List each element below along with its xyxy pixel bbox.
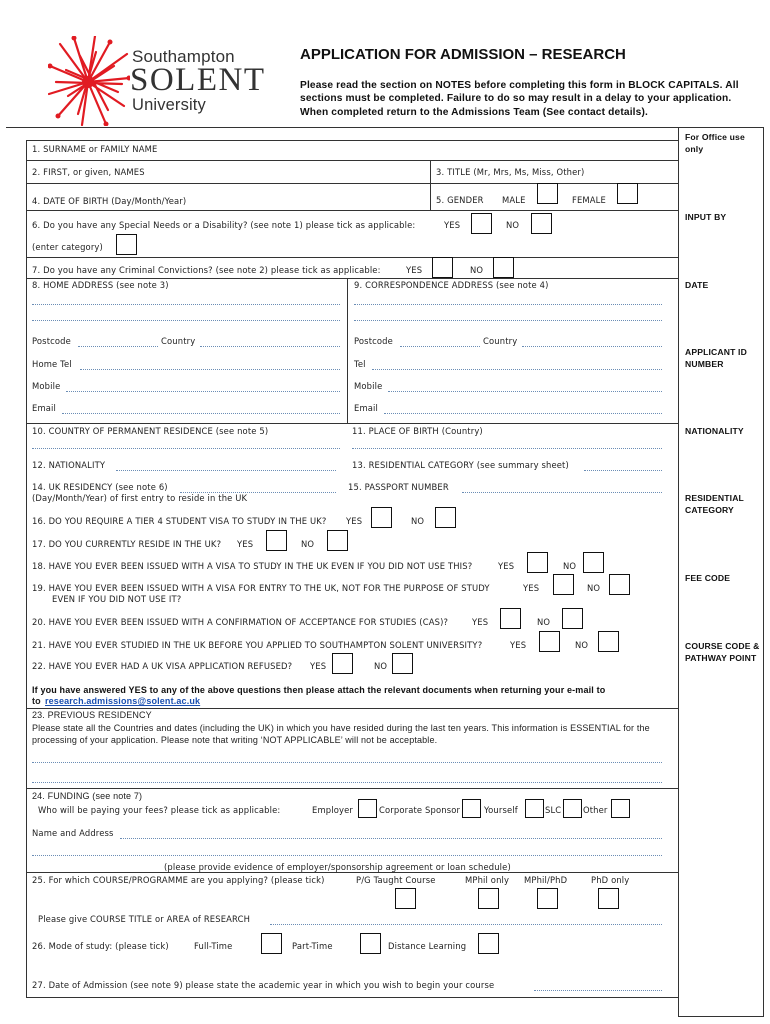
- q7-yes-label: YES: [406, 265, 423, 275]
- gender-female-label: FEMALE: [572, 195, 606, 205]
- q20-no-label: NO: [537, 617, 551, 627]
- q4-label: 4. DATE OF BIRTH (Day/Month/Year): [32, 196, 187, 206]
- corr-postcode-input[interactable]: [400, 346, 480, 347]
- q11-input[interactable]: [352, 448, 662, 449]
- full-time-label: Full-Time: [194, 941, 233, 951]
- mphil-label: MPhil only: [465, 875, 510, 885]
- q19-no-label: NO: [587, 583, 601, 593]
- q5-label: 5. GENDER: [436, 195, 484, 205]
- evidence-note: (please provide evidence of employer/sponsorship agreement or loan schedule): [164, 862, 511, 872]
- q20-no-checkbox[interactable]: [562, 608, 583, 629]
- q6-no-label: NO: [506, 220, 520, 230]
- q11-label: 11. PLACE OF BIRTH (Country): [352, 426, 483, 436]
- q21-yes-label: YES: [510, 640, 527, 650]
- q13-input[interactable]: [584, 470, 662, 471]
- q19-yes-label: YES: [523, 583, 540, 593]
- full-time-checkbox[interactable]: [261, 933, 282, 954]
- q14-label: 14. UK RESIDENCY (see note 6): [32, 482, 168, 492]
- q24-question: Who will be paying your fees? please tick as applicable:: [38, 805, 281, 815]
- mphil-checkbox[interactable]: [478, 888, 499, 909]
- distance-learning-checkbox[interactable]: [478, 933, 499, 954]
- office-date: DATE: [685, 280, 709, 290]
- office-nationality: NATIONALITY: [685, 426, 744, 436]
- documents-notice: If you have answered YES to any of the above questions then please attach the relevant documents when returning your e-mail to: [32, 685, 606, 695]
- enter-category-label: (enter category): [32, 242, 103, 252]
- home-address-line-2[interactable]: [32, 320, 340, 321]
- slc-checkbox[interactable]: [563, 799, 582, 818]
- q21-no-checkbox[interactable]: [598, 631, 619, 652]
- q20-yes-label: YES: [472, 617, 489, 627]
- to-word: to: [32, 696, 41, 706]
- q27-input[interactable]: [534, 990, 662, 991]
- q10-input[interactable]: [32, 448, 340, 449]
- q27-label: 27. Date of Admission (see note 9) please state the academic year in which you wish to begin your course: [32, 980, 495, 990]
- gender-female-checkbox[interactable]: [617, 183, 638, 204]
- q6-yes-label: YES: [444, 220, 461, 230]
- corr-country-label: Country: [483, 336, 518, 346]
- q21-yes-checkbox[interactable]: [539, 631, 560, 652]
- yourself-label: Yourself: [484, 805, 518, 815]
- q8-label: 8. HOME ADDRESS (see note 3): [32, 280, 169, 290]
- q6-category-box[interactable]: [116, 234, 137, 255]
- q7-label: 7. Do you have any Criminal Convictions? (see note 2) please tick as applicable:: [32, 265, 381, 275]
- q7-yes-checkbox[interactable]: [432, 257, 453, 278]
- q18-no-checkbox[interactable]: [583, 552, 604, 573]
- q6-label: 6. Do you have any Special Needs or a Disability? (see note 1) please tick as applicable:: [32, 220, 416, 230]
- q10-label: 10. COUNTRY OF PERMANENT RESIDENCE (see note 5): [32, 426, 269, 436]
- other-checkbox[interactable]: [611, 799, 630, 818]
- home-email-label: Email: [32, 403, 56, 413]
- home-mobile-label: Mobile: [32, 381, 61, 391]
- name-address-input-2[interactable]: [32, 855, 662, 856]
- q18-yes-checkbox[interactable]: [527, 552, 548, 573]
- uni-name-line2: SOLENT: [130, 62, 266, 98]
- q7-no-label: NO: [470, 265, 484, 275]
- office-applicant-id: APPLICANT ID NUMBER: [685, 347, 747, 369]
- corr-tel-label: Tel: [354, 359, 366, 369]
- home-tel-input[interactable]: [80, 369, 340, 370]
- part-time-label: Part-Time: [292, 941, 333, 951]
- corr-tel-input[interactable]: [372, 369, 662, 370]
- gender-male-checkbox[interactable]: [537, 183, 558, 204]
- name-address-input-1[interactable]: [120, 838, 662, 839]
- q20-yes-checkbox[interactable]: [500, 608, 521, 629]
- home-postcode-input[interactable]: [78, 346, 158, 347]
- phd-label: PhD only: [591, 875, 630, 885]
- pg-taught-label: P/G Taught Course: [356, 875, 436, 885]
- mphil-phd-label: MPhil/PhD: [524, 875, 568, 885]
- q18-label: 18. HAVE YOU EVER BEEN ISSUED WITH A VISA TO STUDY IN THE UK EVEN IF YOU DID NOT USE THIS?: [32, 561, 473, 571]
- q1-label: 1. SURNAME or FAMILY NAME: [32, 144, 158, 154]
- part-time-checkbox[interactable]: [360, 933, 381, 954]
- q16-yes-checkbox[interactable]: [371, 507, 392, 528]
- slc-label: SLC: [545, 805, 562, 815]
- corp-sponsor-checkbox[interactable]: [462, 799, 481, 818]
- q16-no-checkbox[interactable]: [435, 507, 456, 528]
- phd-checkbox[interactable]: [598, 888, 619, 909]
- home-address-line-1[interactable]: [32, 304, 340, 305]
- q22-label: 22. HAVE YOU EVER HAD A UK VISA APPLICATION REFUSED?: [32, 661, 293, 671]
- q12-label: 12. NATIONALITY: [32, 460, 106, 470]
- employer-checkbox[interactable]: [358, 799, 377, 818]
- office-residential-category: RESIDENTIAL CATEGORY: [685, 493, 744, 515]
- q19-no-checkbox[interactable]: [609, 574, 630, 595]
- q19-label: 19. HAVE YOU EVER BEEN ISSUED WITH A VISA FOR ENTRY TO THE UK, NOT FOR THE PURPOSE OF STUDY: [32, 583, 490, 593]
- office-fee-code: FEE CODE: [685, 573, 731, 583]
- q24-label: 24. FUNDING (see note 7): [32, 791, 143, 801]
- intro-text: Please read the section on NOTES before completing this form in BLOCK CAPITALS. All sections must be completed. Failure to do so may result in a delay to your application. When completed return to the Admissions Team (See contact details).: [300, 80, 739, 118]
- q16-label: 16. DO YOU REQUIRE A TIER 4 STUDENT VISA TO STUDY IN THE UK?: [32, 516, 327, 526]
- pg-taught-checkbox[interactable]: [395, 888, 416, 909]
- q23-line-1[interactable]: [32, 762, 662, 763]
- office-input-by: INPUT BY: [685, 212, 727, 222]
- q14-sublabel: (Day/Month/Year) of first entry to reside in the UK: [32, 493, 248, 503]
- q7-no-checkbox[interactable]: [493, 257, 514, 278]
- uni-name-line1: Southampton: [132, 47, 235, 66]
- q25-label: 25. For which COURSE/PROGRAMME are you applying? (please tick): [32, 875, 325, 885]
- corr-email-input[interactable]: [384, 413, 662, 414]
- q6-yes-checkbox[interactable]: [471, 213, 492, 234]
- home-country-input[interactable]: [200, 346, 340, 347]
- q19-sublabel: EVEN IF YOU DID NOT USE IT?: [52, 594, 182, 604]
- admissions-email-link[interactable]: research.admissions@solent.ac.uk: [45, 696, 201, 706]
- q26-label: 26. Mode of study: (please tick): [32, 941, 169, 951]
- home-country-label: Country: [161, 336, 196, 346]
- q13-label: 13. RESIDENTIAL CATEGORY (see summary sheet): [352, 460, 569, 470]
- q15-label: 15. PASSPORT NUMBER: [348, 482, 449, 492]
- q17-label: 17. DO YOU CURRENTLY RESIDE IN THE UK?: [32, 539, 222, 549]
- q23-instructions: Please state all the Countries and dates (including the UK) in which you have resided during the last ten years. This information is ESSENTIAL for the processing of your application. Please note that writing ‘NOT APPLICABLE’ will not be acceptable.: [32, 723, 650, 745]
- home-mobile-input[interactable]: [66, 391, 340, 392]
- q17-yes-label: YES: [237, 539, 254, 549]
- q23-line-2[interactable]: [32, 782, 662, 783]
- corr-email-label: Email: [354, 403, 378, 413]
- course-title-label: Please give COURSE TITLE or AREA of RESEARCH: [38, 914, 251, 924]
- yourself-checkbox[interactable]: [525, 799, 544, 818]
- q22-no-checkbox[interactable]: [392, 653, 413, 674]
- q18-no-label: NO: [563, 561, 577, 571]
- q12-input[interactable]: [116, 470, 336, 471]
- corr-mobile-input[interactable]: [388, 391, 662, 392]
- q20-label: 20. HAVE YOU EVER BEEN ISSUED WITH A CONFIRMATION OF ACCEPTANCE FOR STUDIES (CAS)?: [32, 617, 449, 627]
- q21-no-label: NO: [575, 640, 589, 650]
- home-tel-label: Home Tel: [32, 359, 72, 369]
- q17-yes-checkbox[interactable]: [266, 530, 287, 551]
- q21-label: 21. HAVE YOU EVER STUDIED IN THE UK BEFORE YOU APPLIED TO SOUTHAMPTON SOLENT UNIVERSITY?: [32, 640, 483, 650]
- corp-sponsor-label: Corporate Sponsor: [379, 805, 461, 815]
- employer-label: Employer: [312, 805, 353, 815]
- q22-yes-label: YES: [310, 661, 327, 671]
- page-title: APPLICATION FOR ADMISSION – RESEARCH: [300, 46, 626, 63]
- q15-input[interactable]: [462, 492, 662, 493]
- corr-mobile-label: Mobile: [354, 381, 383, 391]
- q3-label: 3. TITLE (Mr, Mrs, Ms, Miss, Other): [436, 167, 585, 177]
- home-email-input[interactable]: [62, 413, 340, 414]
- q19-yes-checkbox[interactable]: [553, 574, 574, 595]
- q23-label: 23. PREVIOUS RESIDENCY: [32, 710, 152, 720]
- q16-yes-label: YES: [346, 516, 363, 526]
- office-use-heading: For Office use only: [685, 132, 745, 154]
- mphil-phd-checkbox[interactable]: [537, 888, 558, 909]
- corr-address-line-1[interactable]: [354, 304, 662, 305]
- q22-no-label: NO: [374, 661, 388, 671]
- q22-yes-checkbox[interactable]: [332, 653, 353, 674]
- q2-label: 2. FIRST, or given, NAMES: [32, 167, 145, 177]
- university-logo-icon: [48, 36, 130, 126]
- course-title-input[interactable]: [270, 924, 662, 925]
- other-label: Other: [583, 805, 608, 815]
- uni-name-line3: University: [132, 96, 206, 114]
- corr-country-input[interactable]: [522, 346, 662, 347]
- corr-address-line-2[interactable]: [354, 320, 662, 321]
- q17-no-checkbox[interactable]: [327, 530, 348, 551]
- q16-no-label: NO: [411, 516, 425, 526]
- q18-yes-label: YES: [498, 561, 515, 571]
- office-course-code: COURSE CODE & PATHWAY POINT: [685, 641, 760, 663]
- q9-label: 9. CORRESPONDENCE ADDRESS (see note 4): [354, 280, 549, 290]
- q17-no-label: NO: [301, 539, 315, 549]
- name-address-label: Name and Address: [32, 828, 114, 838]
- distance-learning-label: Distance Learning: [388, 941, 467, 951]
- q6-no-checkbox[interactable]: [531, 213, 552, 234]
- corr-postcode-label: Postcode: [354, 336, 393, 346]
- home-postcode-label: Postcode: [32, 336, 71, 346]
- gender-male-label: MALE: [502, 195, 526, 205]
